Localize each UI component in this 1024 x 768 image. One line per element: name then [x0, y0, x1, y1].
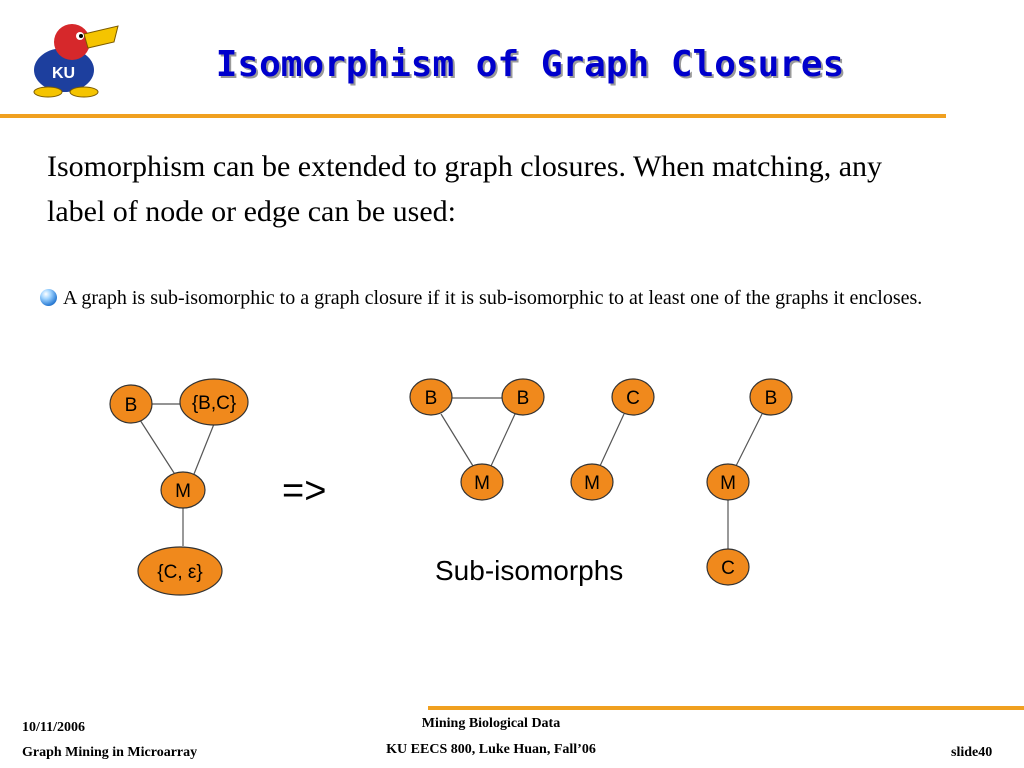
footer-divider [428, 706, 1024, 710]
intro-text: Isomorphism can be extended to graph closures. When matching, any label of node or edge can be used: [47, 150, 883, 228]
sub3-node-m [707, 464, 749, 500]
footer-date: 10/11/2006 [22, 720, 86, 735]
logo-text: KU [52, 65, 76, 82]
node-label: {B,C} [191, 393, 237, 414]
bullet-text: A graph is sub-isomorphic to a graph closure if it is sub-isomorphic to at least one of the graphs it encloses. [63, 287, 923, 309]
implies-arrow: => [282, 470, 327, 512]
node-label: B [516, 388, 530, 409]
closure-node-bc [180, 379, 248, 425]
footer-author: KU EECS 800, Luke Huan, Fall’06 [386, 742, 596, 757]
sub3-node-c [707, 549, 749, 585]
node-label: B [424, 388, 438, 409]
sub2-node-m [571, 464, 613, 500]
node-label: B [764, 388, 778, 409]
node-label: M [474, 473, 490, 494]
footer-course: Mining Biological Data [421, 716, 561, 731]
node-label: B [124, 395, 138, 416]
closure-node-m [161, 472, 205, 508]
sub1-node-m [461, 464, 503, 500]
sub1-node-b-right [502, 379, 544, 415]
sub3-node-b [750, 379, 792, 415]
closure-node-b [110, 385, 152, 423]
closure-edge-b-m [140, 420, 176, 476]
node-label: M [175, 481, 191, 502]
sub2-edge-c-m [600, 414, 624, 466]
sub1-edge-b2-m [491, 414, 515, 466]
closure-node-c-epsilon [138, 547, 222, 595]
node-label: M [720, 473, 736, 494]
footer-project: Graph Mining in Microarray [22, 745, 198, 760]
closure-edge-bc-m [194, 424, 214, 474]
node-label: C [626, 388, 640, 409]
node-label: M [584, 473, 600, 494]
slide-number: slide40 [951, 745, 993, 760]
node-label: C [721, 558, 735, 579]
sub2-node-c [612, 379, 654, 415]
slide-title: Isomorphism of Graph Closures [215, 44, 845, 85]
sub1-edge-b-m [441, 414, 473, 466]
sub-isomorphs-caption: Sub-isomorphs [435, 555, 624, 586]
sub3-edge-b-m [736, 414, 762, 466]
sub1-node-b-left [410, 379, 452, 415]
node-label: {C, ε} [157, 562, 203, 583]
